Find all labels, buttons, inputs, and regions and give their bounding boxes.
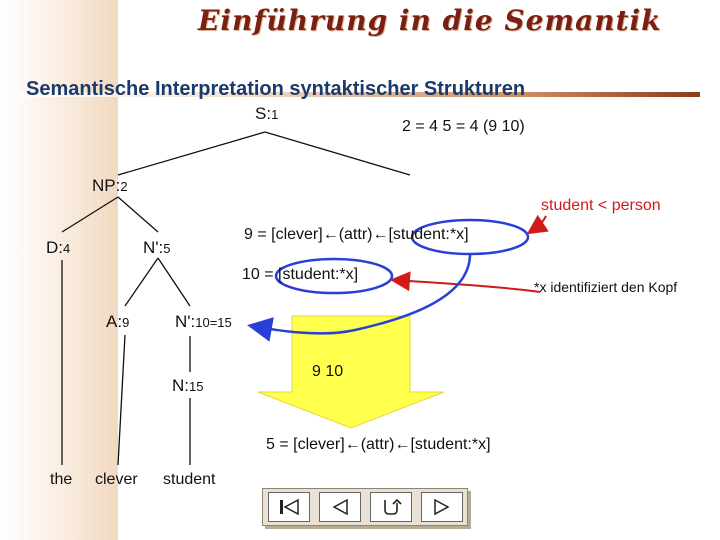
leaf-the: the (50, 471, 73, 488)
edge-s-np (118, 132, 265, 175)
equation-9: 9 = [clever]←(attr)←[student:*x] (244, 226, 469, 243)
leaf-student: student (163, 471, 216, 488)
edge-s-vp (265, 132, 410, 175)
leaf-clever: clever (95, 471, 138, 488)
return-button[interactable] (370, 492, 412, 522)
result-equation: 5 = [clever]←(attr)←[student:*x] (266, 436, 491, 453)
return-icon (380, 497, 402, 517)
node-nbar-5 (143, 238, 170, 258)
subsumption-note: student < person (541, 197, 661, 214)
red-arrow-mid (394, 280, 540, 292)
edge-np-nbar (118, 197, 158, 232)
node-n (172, 376, 203, 396)
next-icon (431, 498, 453, 516)
node-nbar-5-index: 5 (163, 241, 171, 256)
first-icon (278, 498, 300, 516)
slide-title: Semantische Interpretation syntaktischer Strukturen (26, 78, 526, 100)
node-a-index: 9 (122, 315, 130, 330)
first-slide-button[interactable] (268, 492, 310, 522)
node-nbar-10-label: N': (175, 312, 196, 331)
node-np (92, 176, 128, 196)
node-d (46, 238, 70, 258)
next-slide-button[interactable] (421, 492, 463, 522)
node-nbar-5-label: N': (143, 238, 164, 257)
node-s-label: S: (255, 104, 272, 123)
merge-label: 9 10 (312, 363, 344, 380)
head-note: *x identifiziert den Kopf (534, 279, 678, 295)
equation-top: 2 = 4 5 = 4 (9 10) (402, 118, 525, 135)
header-title: Einführung in die Semantik (198, 4, 662, 37)
edge-nbar-nbar (158, 258, 190, 306)
equation-10: 10 = [student:*x] (242, 266, 359, 283)
edge-a-clever (118, 335, 125, 465)
node-d-index: 4 (63, 241, 71, 256)
derivation-arrow (258, 316, 444, 428)
node-s-index: 1 (271, 107, 279, 122)
node-n-index: 15 (189, 379, 204, 394)
node-d-label: D: (46, 238, 63, 257)
node-n-label: N: (172, 376, 189, 395)
red-arrow-top (530, 216, 546, 232)
node-s (255, 104, 278, 124)
node-a-label: A: (106, 312, 123, 331)
node-nbar-10-index: 10=15 (195, 315, 232, 330)
node-a (106, 312, 129, 332)
previous-slide-button[interactable] (319, 492, 361, 522)
edge-nbar-a (125, 258, 158, 306)
previous-icon (329, 498, 351, 516)
node-nbar-10 (175, 312, 232, 332)
slide-navigation-bar (262, 488, 468, 526)
edge-np-d (62, 197, 118, 232)
node-np-label: NP: (92, 176, 121, 195)
node-np-index: 2 (120, 179, 128, 194)
